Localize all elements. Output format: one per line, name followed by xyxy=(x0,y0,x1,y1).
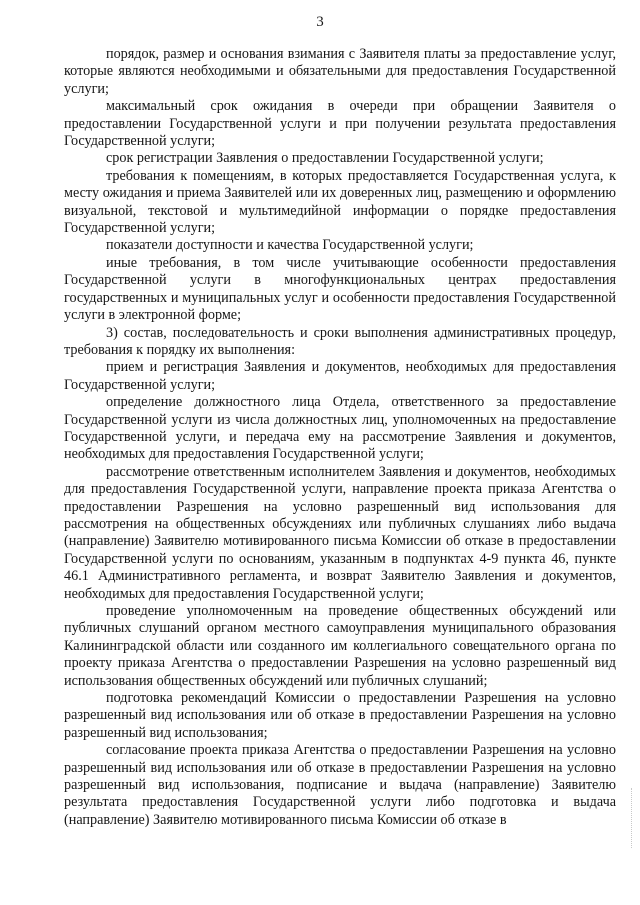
paragraph: срок регистрации Заявления о предоставлении Государственной услуги; xyxy=(106,150,544,167)
document-body xyxy=(64,46,616,829)
scan-edge-mark xyxy=(631,788,634,848)
paragraph: иные требования, в том числе учитывающие особенности предоставления Государственной услуги в многофункциональных центрах предоставления государственных и муниципальных услуг и особенности предоставления Государственной услуги в электронной форме; xyxy=(64,254,616,324)
paragraph: требования к помещениям, в которых предоставляется Государственная услуга, к месту ожидания и приема Заявителей или их доверенных лиц, размещению и оформлению визуальной, текстовой и мультимедийной информации о порядке предоставления Государственной услуги; xyxy=(64,167,616,237)
paragraph: порядок, размер и основания взимания с Заявителя платы за предоставление услуг, которые являются необходимыми и обязательными для предоставления Государственной услуги; xyxy=(64,46,616,97)
paragraph: подготовка рекомендаций Комиссии о предоставлении Разрешения на условно разрешенный вид использования или об отказе в предоставлении Разрешения на условно разрешенный вид использования; xyxy=(64,690,616,741)
paragraph: прием и регистрация Заявления и документов, необходимых для предоставления Государственной услуги; xyxy=(64,359,616,393)
paragraph: рассмотрение ответственным исполнителем Заявления и документов, необходимых для предоставления Государственной услуги, направление проекта приказа Агентства о предоставлении Разрешения на условно разрешенный вид использования для рассмотрения на общественных обсуждениях или публичных слушаниях либо выдача (направление) Заявителю мотивированного письма Комиссии об отказе в предоставлении Государственной услуги по основаниям, указанным в подпунктах 4-9 пункта 46, пункте 46.1 Административного регламента, и возврат Заявителю Заявления и документов, необходимых для предоставления Государственной услуги; xyxy=(64,463,616,602)
paragraph: максимальный срок ожидания в очереди при обращении Заявителя о предоставлении Государственной услуги и при получении результата предоставления Государственной услуги; xyxy=(64,98,616,150)
paragraph: 3) состав, последовательность и сроки выполнения административных процедур, требования к порядку их выполнения: xyxy=(64,324,616,358)
page-number: 3 xyxy=(316,14,324,30)
paragraph: согласование проекта приказа Агентства о предоставлении Разрешения на условно разрешенный вид использования или об отказе в предоставлении Разрешения на условно разрешенный вид использования, подписание и выдача (направление) Заявителю результата предоставления Государственной услуги либо подготовка и выдача (направление) Заявителю мотивированного письма Комиссии об отказе в xyxy=(64,742,616,828)
paragraph: показатели доступности и качества Государственной услуги; xyxy=(106,237,474,254)
paragraph: проведение уполномоченным на проведение общественных обсуждений или публичных слушаний органом местного самоуправления муниципального образования Калининградской области или созданного им коллегиального совещательного органа по проекту приказа Агентства о предоставлении Разрешения на условно разрешенный вид использования общественных обсуждений или публичных слушаний; xyxy=(64,603,616,689)
paragraph: определение должностного лица Отдела, ответственного за предоставление Государственной услуги из числа должностных лиц, уполномоченных на предоставление Государственной услуги, и передача ему на рассмотрение Заявления и документов, необходимых для предоставления Государственной услуги; xyxy=(64,394,616,463)
